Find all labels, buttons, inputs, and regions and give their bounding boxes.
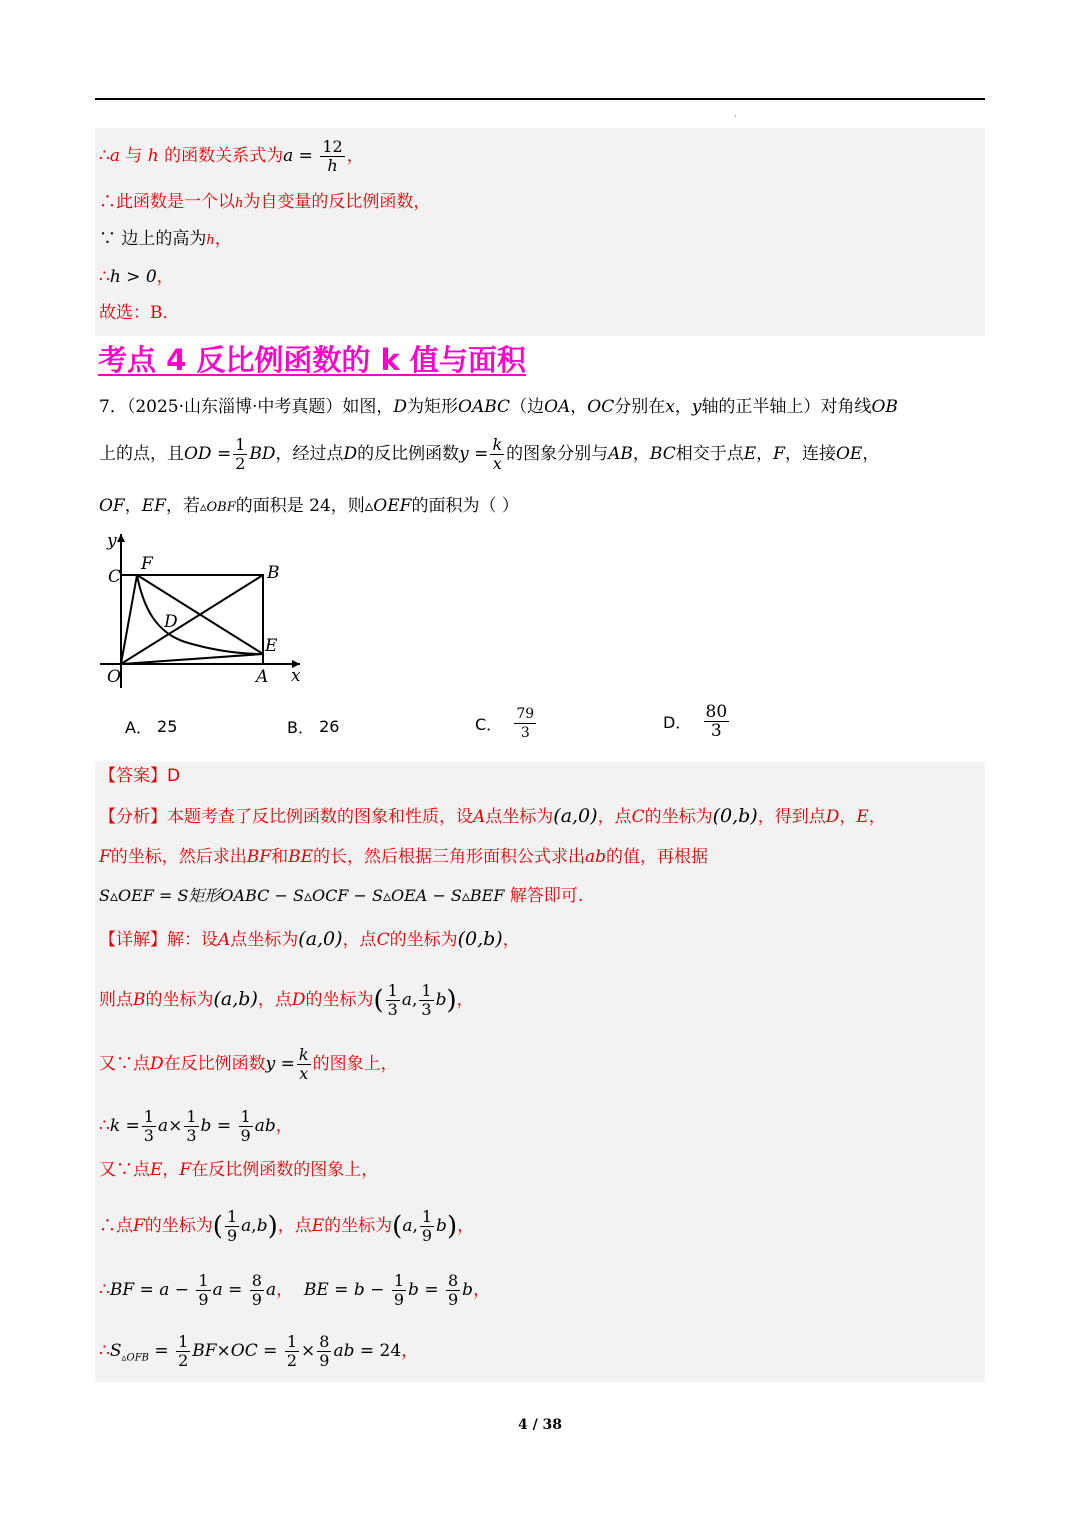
segment-OE [121, 654, 263, 664]
analysis-line-1: 【分析】本题考查了反比例函数的图象和性质，设A点坐标为(a,0)，点C的坐标为(0,b)，得到点D，E， [99, 805, 886, 827]
analysis-line-3: S▵OEF = S矩形OABC − S▵OCF − S▵OEA − S▵BEF 解答即可. [99, 886, 584, 906]
detail-line-8: $\therefore S_{▵OFB}$ = $\frac{1}{2}$ BF×OC = $\frac{1}{2}$ × $\frac{8}{9}$ ab = 24， [99, 1332, 419, 1370]
segment-OF [121, 575, 137, 664]
label-B: B [267, 563, 280, 583]
page-number: 4 / 38 [517, 1417, 563, 1433]
label-O: O [107, 667, 121, 687]
detail-line-7: ∴BF = a − $\frac{1}{9}$ a = $\frac{8}{9}$ a， BE = b − $\frac{1}{9}$ b = $\frac{8}{9}$ b， [99, 1271, 491, 1309]
detail-line-1: 【详解】解：设A点坐标为(a,0)，点C的坐标为(0,b)， [99, 928, 520, 950]
diagonal-OB [121, 575, 263, 664]
section-heading: 考点 4 反比例函数的 k 值与面积 [98, 343, 526, 377]
question-line-3: OF，EF，若▵OBF的面积是 24，则▵OEF的面积为（ ） [99, 496, 519, 516]
option-B[interactable]: B． 26 [287, 717, 340, 737]
label-E: E [265, 636, 278, 656]
analysis-line-2: F的坐标，然后求出BF和BE的长，然后根据三角形面积公式求出ab的值，再根据 [99, 847, 709, 867]
geometry-figure [95, 528, 315, 693]
label-D: D [164, 612, 178, 632]
option-C[interactable]: C． $\frac{79}{3}$ [475, 706, 535, 741]
prev-line-4: ∴h > 0， [99, 267, 174, 287]
prev-line-5: 故选：B． [99, 303, 180, 323]
label-A: A [256, 667, 269, 687]
detail-line-5: 又∵点E，F在反比例函数的图象上， [99, 1160, 379, 1180]
answer-line: 【答案】D [99, 766, 181, 786]
detail-line-6: ∴点F的坐标为( $\frac{1}{9}$ a,b)，点E的坐标为(a, $\frac{1}{9}$ b)， [99, 1207, 475, 1245]
detail-line-3: 又∵点D在反比例函数y = $\frac{k}{x}$ 的图象上， [99, 1045, 398, 1083]
option-D[interactable]: D． $\frac{80}{3}$ [663, 702, 728, 741]
header-dot: · [734, 112, 737, 121]
question-line-2: 上的点，且OD = $\frac{1}{2}$ BD，经过点D的反比例函数y = $\frac{k}{x}$ 的图象分别与AB，BC相交于点E，F，连接OE， [99, 435, 880, 473]
prev-line-1: ∴a 与 h 的函数关系式为a = $\frac{12}{h}$ ， [99, 137, 364, 175]
label-F: F [141, 554, 153, 574]
label-y: y [107, 531, 117, 551]
header-rule [95, 98, 985, 100]
detail-line-4: ∴k = $\frac{1}{3}$ a× $\frac{1}{3}$ b = $\frac{1}{9}$ ab， [99, 1107, 293, 1145]
prev-line-3: ∵ 边上的高为h， [99, 229, 232, 249]
label-C: C [108, 567, 122, 587]
option-A[interactable]: A． 25 [125, 717, 178, 737]
prev-line-2: ∴此函数是一个以h为自变量的反比例函数， [99, 192, 431, 212]
detail-line-2: 则点B的坐标为(a,b)，点D的坐标为( $\frac{1}{3}$ a, $\frac{1}{3}$ b)， [99, 981, 474, 1019]
label-x: x [291, 666, 301, 686]
question-line-1: 7．（2025·山东淄博·中考真题）如图，D为矩形OABC（边OA，OC分别在x，y轴的正半轴上）对角线OB [99, 397, 898, 417]
